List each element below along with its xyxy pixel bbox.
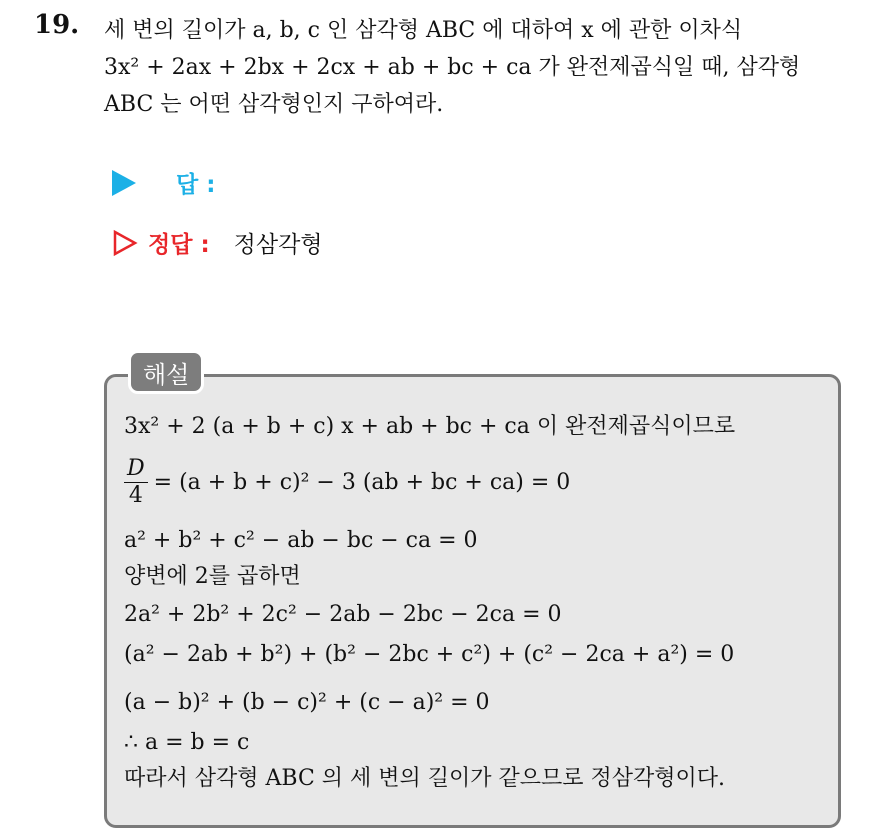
correct-answer-label: 정답 : [148, 232, 210, 258]
solution-line-4: 양변에 2를 곱하면 [124, 564, 301, 589]
question-text [104, 12, 864, 123]
outline-triangle-icon [112, 229, 138, 257]
solution-line-1: 3x² + 2 (a + b + c) x + ab + bc + ca 이 완전제곱식이므로 [124, 414, 736, 439]
solution-tab: 해설 [128, 350, 204, 394]
correct-answer-row [112, 226, 323, 259]
answer-row [112, 166, 215, 199]
solution-line-7: (a − b)² + (b − c)² + (c − a)² = 0 [124, 690, 490, 715]
solution-line-9: 따라서 삼각형 ABC 의 세 변의 길이가 같으므로 정삼각형이다. [124, 766, 726, 791]
question-line-1: 세 변의 길이가 a, b, c 인 삼각형 ABC 에 대하여 x 에 관한 이차식 [104, 18, 743, 43]
solution-box [104, 374, 841, 828]
question-line-3: ABC 는 어떤 삼각형인지 구하여라. [104, 92, 444, 117]
solution-line-8: ∴ a = b = c [124, 730, 250, 755]
filled-triangle-icon [112, 170, 136, 196]
question-line-2: 3x² + 2ax + 2bx + 2cx + ab + bc + ca 가 완전제곱식일 때, 삼각형 [104, 55, 801, 80]
question-number: 19. [34, 10, 80, 40]
fraction-denominator: 4 [128, 483, 143, 508]
solution-line-3: a² + b² + c² − ab − bc − ca = 0 [124, 528, 478, 553]
correct-answer-value: 정삼각형 [233, 232, 323, 258]
answer-label: 답 : [176, 172, 216, 198]
solution-line-2 [124, 456, 570, 509]
fraction-numerator: D [124, 456, 148, 483]
solution-line-5: 2a² + 2b² + 2c² − 2ab − 2bc − 2ca = 0 [124, 602, 562, 627]
solution-line-2-text: = (a + b + c)² − 3 (ab + bc + ca) = 0 [153, 469, 571, 495]
fraction-d-over-4 [124, 456, 148, 509]
solution-line-6: (a² − 2ab + b²) + (b² − 2bc + c²) + (c² − 2ca + a²) = 0 [124, 642, 735, 667]
